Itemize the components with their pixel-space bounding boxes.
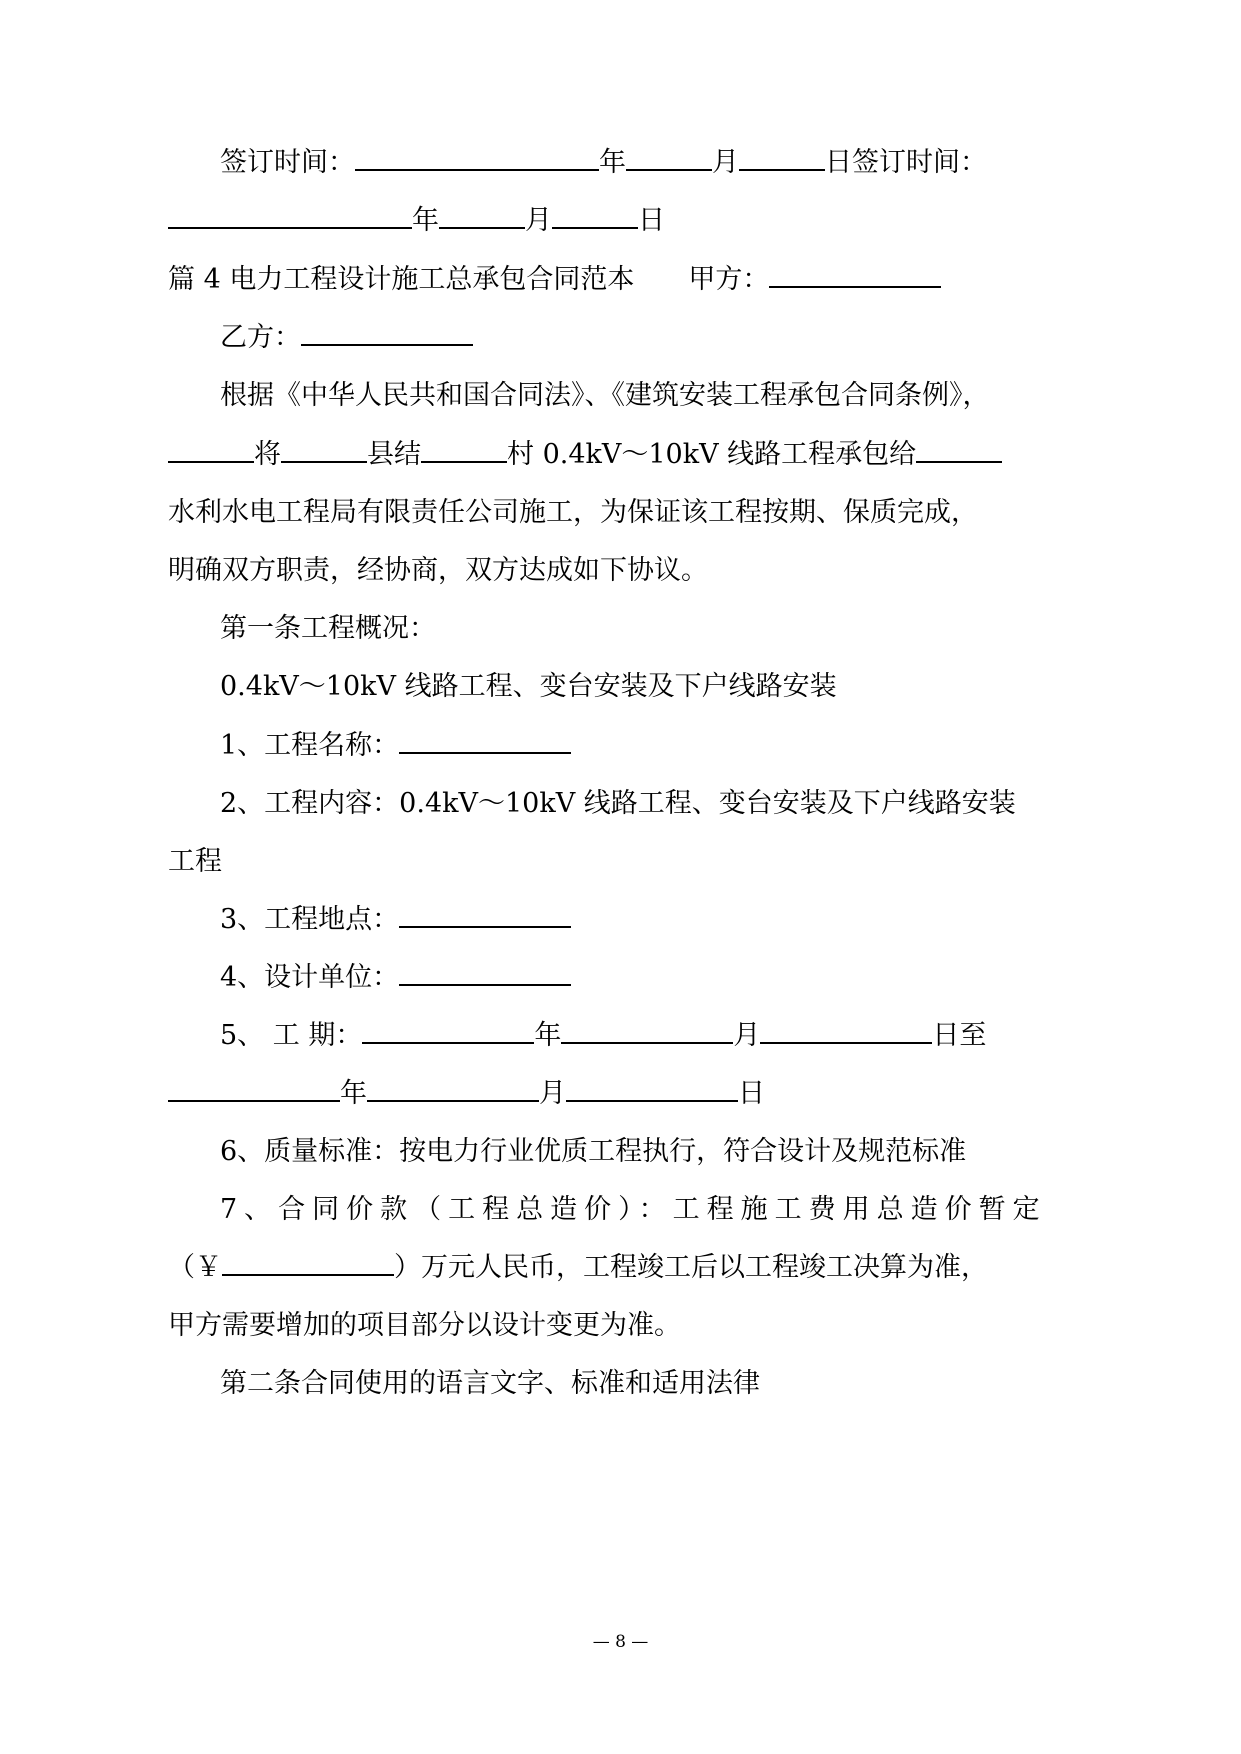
article-1-subtitle (220, 667, 837, 707)
item-5-day-blank-2 (566, 1074, 738, 1102)
item-3-label: 3、工程地点： (220, 904, 400, 935)
item-4-label: 4、设计单位： (220, 962, 400, 993)
intro-line-2 (168, 435, 1002, 475)
item-5-year-blank (362, 1016, 534, 1044)
signing-day-blank-2 (552, 201, 638, 229)
item-3-blank (399, 900, 571, 928)
item-2-text-1: 2、工程内容：0.4kV～10kV 线路工程、变台安装及下户线路安装 (220, 788, 1016, 819)
item-1-blank (399, 726, 571, 754)
article-1-title (220, 609, 436, 649)
item-5-line-1 (220, 1016, 986, 1056)
item-5-month-blank-2 (367, 1074, 539, 1102)
item-4-blank (399, 958, 571, 986)
item-5-year-blank-2 (168, 1074, 340, 1102)
signing-label: 签订时间： (220, 147, 355, 178)
intro-line-1 (220, 376, 990, 416)
item-7-text-3: 甲方需要增加的项目部分以设计变更为准。 (168, 1310, 681, 1341)
signing-year: 年 (599, 147, 626, 178)
signing-label-2: 签订时间： (852, 147, 987, 178)
article-2-title-text: 第二条合同使用的语言文字、标准和适用法律 (220, 1368, 760, 1399)
party-b-line (220, 318, 473, 358)
intro-blank-4 (916, 435, 1002, 463)
intro-blank-1 (168, 435, 254, 463)
intro-text-2a: 将 (254, 439, 281, 470)
item-7-line-2 (168, 1248, 988, 1288)
article-2-title (220, 1364, 760, 1404)
signing-day-2: 日 (638, 205, 665, 236)
item-1-line (220, 726, 571, 766)
item-5-year-2: 年 (340, 1078, 367, 1109)
signing-month-blank-2 (439, 201, 525, 229)
party-a-label: 甲方： (688, 264, 770, 295)
intro-text-2b: 县结 (367, 439, 421, 470)
item-5-month-blank (561, 1016, 733, 1044)
contract-title: 篇 4 电力工程设计施工总承包合同范本 (168, 264, 635, 295)
signing-month-blank (626, 143, 712, 171)
item-5-day-to: 日至 (932, 1020, 987, 1051)
intro-blank-2 (281, 435, 367, 463)
item-7-text-2b: ）万元人民币，工程竣工后以工程竣工决算为准， (394, 1252, 988, 1283)
item-7-text-1: 7、合同价款（工程总造价）：工程施工费用总造价暂定 (220, 1194, 1047, 1225)
intro-text-1: 根据《中华人民共和国合同法》、《建筑安装工程承包合同条例》， (220, 380, 990, 411)
intro-blank-3 (421, 435, 507, 463)
item-5-label: 5、 工 期： (220, 1020, 363, 1051)
item-7-text-2a: （￥ (168, 1252, 222, 1283)
party-b-label: 乙方： (220, 322, 301, 353)
signing-day: 日 (825, 147, 852, 178)
signing-day-blank (739, 143, 825, 171)
item-1-label: 1、工程名称： (220, 730, 400, 761)
item-6-line (220, 1132, 966, 1172)
intro-text-4: 明确双方职责，经协商，双方达成如下协议。 (168, 555, 708, 586)
contract-heading (168, 260, 941, 300)
page-number: — 8 — (592, 1632, 649, 1652)
item-2-line-2 (168, 842, 222, 882)
party-a-blank (769, 260, 941, 288)
item-2-line-1 (220, 784, 1016, 824)
intro-text-2c: 村 0.4kV～10kV 线路工程承包给 (507, 439, 917, 470)
item-5-month: 月 (733, 1020, 761, 1051)
item-3-line (220, 900, 571, 940)
item-7-line-3 (168, 1306, 681, 1346)
article-1-subtitle-text: 0.4kV～10kV 线路工程、变台安装及下户线路安装 (220, 671, 837, 702)
intro-text-3: 水利水电工程局有限责任公司施工，为保证该工程按期、保质完成， (168, 497, 978, 528)
signing-year-2: 年 (412, 205, 439, 236)
item-5-day-blank (760, 1016, 932, 1044)
signing-year-blank-2 (168, 201, 412, 229)
item-7-price-blank (222, 1248, 394, 1276)
signing-month: 月 (712, 147, 739, 178)
item-2-text-2: 工程 (168, 846, 222, 877)
intro-line-3 (168, 493, 978, 533)
item-5-line-2 (168, 1074, 765, 1114)
article-1-title-text: 第一条工程概况： (220, 613, 436, 644)
item-5-month-2: 月 (539, 1078, 566, 1109)
item-5-day-2: 日 (738, 1078, 765, 1109)
signing-year-blank (355, 143, 599, 171)
signing-month-2: 月 (525, 205, 552, 236)
signing-line-1 (220, 143, 987, 183)
item-6-text: 6、质量标准：按电力行业优质工程执行，符合设计及规范标准 (220, 1136, 967, 1167)
item-5-year: 年 (534, 1020, 562, 1051)
intro-line-4 (168, 551, 708, 591)
item-4-line (220, 958, 571, 998)
item-7-line-1 (220, 1190, 1047, 1230)
signing-line-2 (168, 201, 665, 241)
party-b-blank (301, 318, 473, 346)
